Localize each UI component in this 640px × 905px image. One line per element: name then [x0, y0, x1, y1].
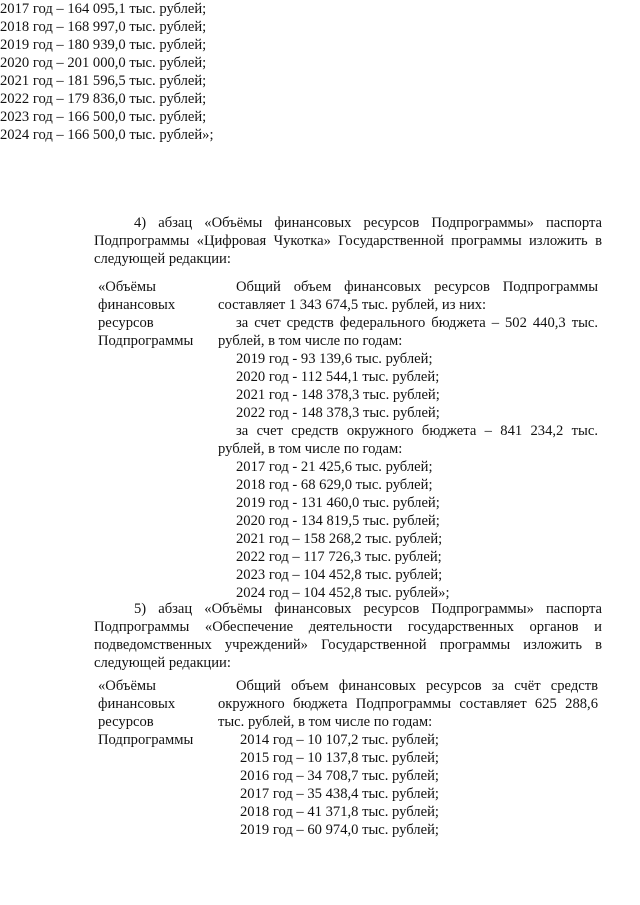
content-line: 2020 год - 134 819,5 тыс. рублей;	[236, 513, 440, 529]
content-line: 2019 год – 60 974,0 тыс. рублей;	[240, 822, 439, 838]
content-line: 2020 год - 112 544,1 тыс. рублей;	[236, 369, 440, 385]
content-line: за счет средств федерального бюджета – 502 440,3 тыс.	[236, 315, 598, 331]
top-year-list	[0, 0, 640, 144]
content-line: составляет 1 343 674,5 тыс. рублей, из них:	[218, 297, 487, 313]
item4-content	[218, 278, 598, 602]
list-item: 2024 год – 166 500,0 тыс. рублей»;	[0, 127, 214, 143]
label-line: Подпрограммы	[98, 333, 194, 349]
label-line: «Объёмы	[98, 279, 156, 295]
paragraph-line: 5) абзац «Объёмы финансовых ресурсов Подпрограммы» паспорта	[134, 601, 602, 617]
content-line: 2023 год – 104 452,8 тыс. рублей;	[236, 567, 443, 583]
label-line: финансовых	[98, 696, 176, 712]
content-line: 2021 год - 148 378,3 тыс. рублей;	[236, 387, 440, 403]
item5-label	[98, 677, 193, 749]
content-line: рублей, в том числе по годам:	[218, 441, 403, 457]
content-line: тыс. рублей, в том числе по годам:	[218, 714, 433, 730]
content-line: 2017 год – 35 438,4 тыс. рублей;	[240, 786, 439, 802]
content-line: 2022 год - 148 378,3 тыс. рублей;	[236, 405, 440, 421]
content-line: Общий объем финансовых ресурсов за счёт средств	[236, 678, 598, 694]
content-line: 2019 год - 93 139,6 тыс. рублей;	[236, 351, 433, 367]
list-item: 2021 год – 181 596,5 тыс. рублей;	[0, 73, 207, 89]
label-line: «Объёмы	[98, 678, 156, 694]
list-item: 2023 год – 166 500,0 тыс. рублей;	[0, 109, 207, 125]
paragraph-line: Подпрограммы «Обеспечение деятельности государственных органов и	[94, 619, 602, 635]
item5-paragraph	[94, 600, 602, 672]
item4-paragraph	[94, 214, 602, 268]
content-line: рублей, в том числе по годам:	[218, 333, 403, 349]
content-line: 2018 год – 41 371,8 тыс. рублей;	[240, 804, 439, 820]
content-line: 2016 год – 34 708,7 тыс. рублей;	[240, 768, 439, 784]
label-line: ресурсов	[98, 315, 154, 331]
list-item: 2017 год – 164 095,1 тыс. рублей;	[0, 1, 207, 17]
content-line: 2021 год – 158 268,2 тыс. рублей;	[236, 531, 443, 547]
paragraph-line: следующей редакции:	[94, 655, 231, 671]
content-line: 2019 год - 131 460,0 тыс. рублей;	[236, 495, 440, 511]
item5-content	[218, 677, 598, 839]
content-line: 2022 год – 117 726,3 тыс. рублей;	[236, 549, 442, 565]
paragraph-line: следующей редакции:	[94, 251, 231, 267]
paragraph-line: Подпрограммы «Цифровая Чукотка» Государственной программы изложить в	[94, 233, 602, 249]
item4-label	[98, 278, 193, 350]
paragraph-line: 4) абзац «Объёмы финансовых ресурсов Подпрограммы» паспорта	[134, 215, 602, 231]
list-item: 2020 год – 201 000,0 тыс. рублей;	[0, 55, 207, 71]
label-line: финансовых	[98, 297, 176, 313]
content-line: 2015 год – 10 137,8 тыс. рублей;	[240, 750, 439, 766]
label-line: ресурсов	[98, 714, 154, 730]
label-line: Подпрограммы	[98, 732, 194, 748]
list-item: 2019 год – 180 939,0 тыс. рублей;	[0, 37, 207, 53]
content-line: окружного бюджета Подпрограммы составляет 625 288,6	[218, 696, 598, 712]
content-line: 2024 год – 104 452,8 тыс. рублей»;	[236, 585, 450, 601]
list-item: 2018 год – 168 997,0 тыс. рублей;	[0, 19, 207, 35]
list-item: 2022 год – 179 836,0 тыс. рублей;	[0, 91, 207, 107]
content-line: Общий объем финансовых ресурсов Подпрограммы	[236, 279, 598, 295]
paragraph-line: подведомственных учреждений» Государственной программы изложить в	[94, 637, 602, 653]
content-line: 2014 год – 10 107,2 тыс. рублей;	[240, 732, 439, 748]
content-line: 2017 год - 21 425,6 тыс. рублей;	[236, 459, 433, 475]
content-line: 2018 год - 68 629,0 тыс. рублей;	[236, 477, 433, 493]
content-line: за счет средств окружного бюджета – 841 234,2 тыс.	[236, 423, 598, 439]
